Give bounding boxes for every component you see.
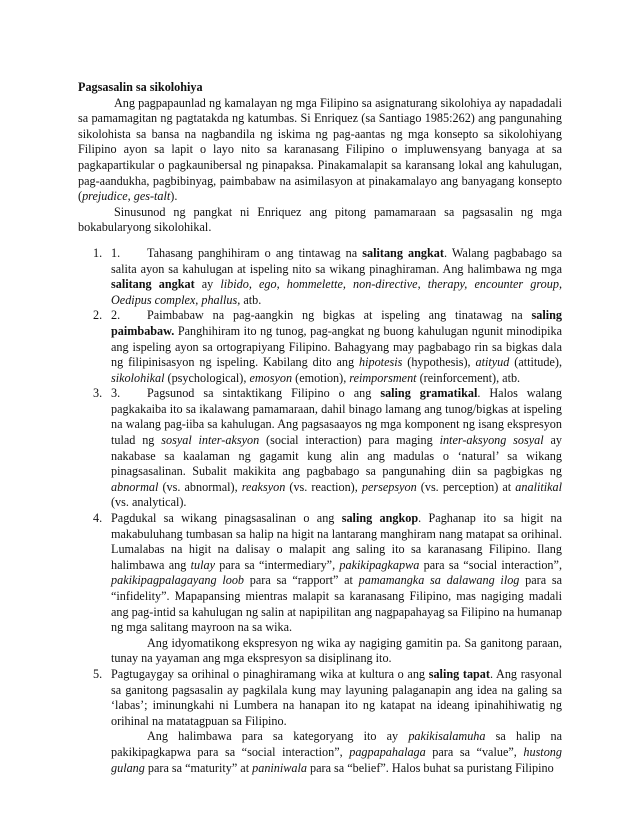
intro-paragraph bbox=[78, 96, 562, 205]
term-bold: saling paimbabaw. bbox=[111, 308, 562, 338]
inline-number: 1. bbox=[111, 245, 121, 260]
list-number: 5. bbox=[93, 666, 103, 681]
list-item: 3. 3. Pagsunod sa sintaktikang Filipino o ang saling gramatikal. Halos walang pagkakaiba ito sa ikalawang pamamaraan, dahil binago lamang ang tunog/bigkas at ispeling na walang pag-iiba sa kahulugan. Ang pagsasaayos ng mga komponent ng isang ekspresyon tulad ng sosyal inter-aksyon (social interaction) para maging inter-aksyong sosyal ay nakabase sa kaalaman ng gagamit kung alin ang madulas o ‘natural’ sa wikang pinagsasalinan. Subalit makikita ang pagbabago sa pangunahing diin sa pagbigkas ng abnormal (vs. abnormal), reaksyon (vs. reaction), persepsyon (vs. perception) at analitikal (vs. analytical). bbox=[93, 386, 563, 510]
list-number: 1. bbox=[93, 245, 103, 260]
example-italic: atityud bbox=[475, 355, 510, 370]
item-subparagraph: Ang halimbawa para sa kategoryang ito ay pakikisalamuha sa halip na pakikipagkapwa para sa “social interaction”, pagpapahalaga para sa “value”, hustong gulang para sa “maturity” at paniniwala para sa “belief”. Halos buhat sa puristang Filipino bbox=[111, 729, 563, 775]
term-bold: saling angkop bbox=[341, 511, 419, 526]
example-italic: pakikipagkapwa bbox=[339, 557, 420, 572]
paragraph-text-end: ). bbox=[170, 189, 178, 204]
example-italic: libido, ego, hommelette, non-directive, therapy, encounter group, Oedipus complex, phallus, bbox=[111, 277, 562, 307]
example-italic: persepsyon bbox=[361, 479, 417, 494]
list-item: 5. Pagtugaygay sa orihinal o pinaghiramang wika at kultura o ang saling tapat. Ang rasyonal sa ganitong pagsasalin ay pagkilala kung may layuning palaganapin ang idea na galing sa ‘labas’; iminungkahi ni Lumbera na hanapan ito ng katapat na ideang ipinahihiwatig ng orihinal na matatagpuan sa Filipino. Ang halimbawa para sa kategoryang ito ay pakikisalamuha sa halip na pakikipagkapwa para sa “social interaction”, pagpapahalaga para sa “value”, hustong gulang para sa “maturity” at paniniwala para sa “belief”. Halos buhat sa puristang Filipino bbox=[93, 666, 563, 775]
example-italic: paniniwala bbox=[252, 760, 307, 775]
example-italic: abnormal bbox=[111, 479, 159, 494]
section-title: Pagsasalin sa sikolohiya bbox=[78, 80, 203, 94]
inline-number: 2. bbox=[111, 308, 121, 323]
item-subparagraph: Ang idyomatikong ekspresyon ng wika ay nagiging gamitin pa. Sa ganitong paraan, tunay na yayaman ang mga ekspresyon sa disiplinang ito. bbox=[111, 635, 562, 666]
list-number: 4. bbox=[93, 511, 103, 526]
term-bold: salitang angkat bbox=[111, 277, 195, 292]
example-italic: reimporsment bbox=[349, 370, 417, 385]
list-number: 2. bbox=[93, 308, 103, 323]
translation-method-list bbox=[78, 246, 562, 776]
method-paragraph: Sinusunod ng pangkat ni Enriquez ang pitong pamamaraan sa pagsasalin ng mga bokabularyong sikolohikal. bbox=[78, 204, 562, 235]
example-italic: pamamangka sa dalawang ilog bbox=[358, 573, 520, 588]
example-italic: analitikal bbox=[515, 479, 563, 494]
example-italic: reaksyon bbox=[241, 479, 286, 494]
example-italic: sosyal inter-aksyon bbox=[161, 433, 260, 448]
paragraph-text: Ang pagpapaunlad ng kamalayan ng mga Filipino sa asignaturang sikolohiya ay napadadali sa pamamagitan ng pagtatakda ng katumbas. Si Enriquez (sa Santiago 1985:262) ang pangunahing sikolohista sa bansa na nagbandila ng iskima ng pag-aantas ng mga konsepto sa sikolohiyang Filipino ayon sa lapit o layo nito sa karanasang Filipino o impluwensyang banyaga at sa pagkapartikular o pagkaunibersal ng pinapaksa. Pinakamalapit sa karansang lokal ang kahulugan, pag-aandukha, pagbibinyag, paimbabaw na asimilasyon at pinakamalayo ang banyagang konsepto ( bbox=[78, 95, 562, 204]
list-item: 4. Pagdukal sa wikang pinagsasalinan o ang saling angkop. Paghanap ito sa higit na makabuluhang tumbasan sa halip na higit na lantarang manghiram nang matapat sa orihinal. Lumalabas na higit na dalisay o malapit ang saling ito sa karanasang Filipino. Ilang halimbawa ang tulay para sa “intermediary”, pakikipagkapwa para sa “social interaction”, pakikipagpalagayang loob para sa “rapport” at pamamangka sa dalawang ilog para sa “infidelity”. Mapapansing mientras malapit sa karanasang Filipino, mas nagiging madali ang pag-intid sa kahulugan ng salin at napipilitan ang nagpapahayag sa Filipino na humanap ng mga salitang mayroon na sa wika. Ang idyomatikong ekspresyon ng wika ay nagiging gamitin pa. Sa ganitong paraan, tunay na yayaman ang mga ekspresyon sa disiplinang ito. bbox=[93, 511, 563, 666]
example-italic: pagpapahalaga bbox=[349, 744, 426, 759]
example-italic: sikolohikal bbox=[111, 370, 165, 385]
term-bold: saling gramatikal bbox=[380, 386, 478, 401]
list-number: 3. bbox=[93, 386, 103, 401]
inline-number: 3. bbox=[111, 386, 121, 401]
list-item: 2. 2. Paimbabaw na pag-aangkin ng bigkas at ispeling ang tinatawag na saling paimbabaw. Panghihiram ito ng tunog, pag-angkat ng buong kahulugan ngunit minodipika ang ispeling ayon sa ortograpiyang Filipino. Bahagyang may pagbabago rin sa bigkas dala ng filipinisasyon ng ispeling. Kabilang dito ang hipotesis (hypothesis), atityud (attitude), sikolohikal (psychological), emosyon (emotion), reimporsment (reinforcement), atb. bbox=[93, 308, 562, 385]
example-italic: inter-aksyong sosyal bbox=[439, 433, 544, 448]
document-page bbox=[78, 80, 562, 776]
paragraph-italic-text: prejudice, ges-talt bbox=[82, 189, 171, 204]
term-bold: saling tapat bbox=[428, 666, 490, 681]
example-italic: hipotesis bbox=[359, 355, 403, 370]
example-italic: emosyon bbox=[249, 370, 293, 385]
example-italic: hustong gulang bbox=[111, 744, 562, 775]
list-item: 1. 1. Tahasang panghihiram o ang tintawag na salitang angkat. Walang pagbabago sa salita ayon sa kahulugan at ispeling nito sa wikang pinaghiraman. Ang halimbawa ng mga salitang angkat ay libido, ego, hommelette, non-directive, therapy, encounter group, Oedipus complex, phallus, atb. bbox=[93, 245, 562, 307]
example-italic: pakikipagpalagayang loob bbox=[111, 573, 245, 588]
term-bold: salitang angkat bbox=[362, 245, 444, 260]
example-italic: tulay bbox=[190, 557, 216, 572]
example-italic: pakikisalamuha bbox=[408, 729, 486, 744]
